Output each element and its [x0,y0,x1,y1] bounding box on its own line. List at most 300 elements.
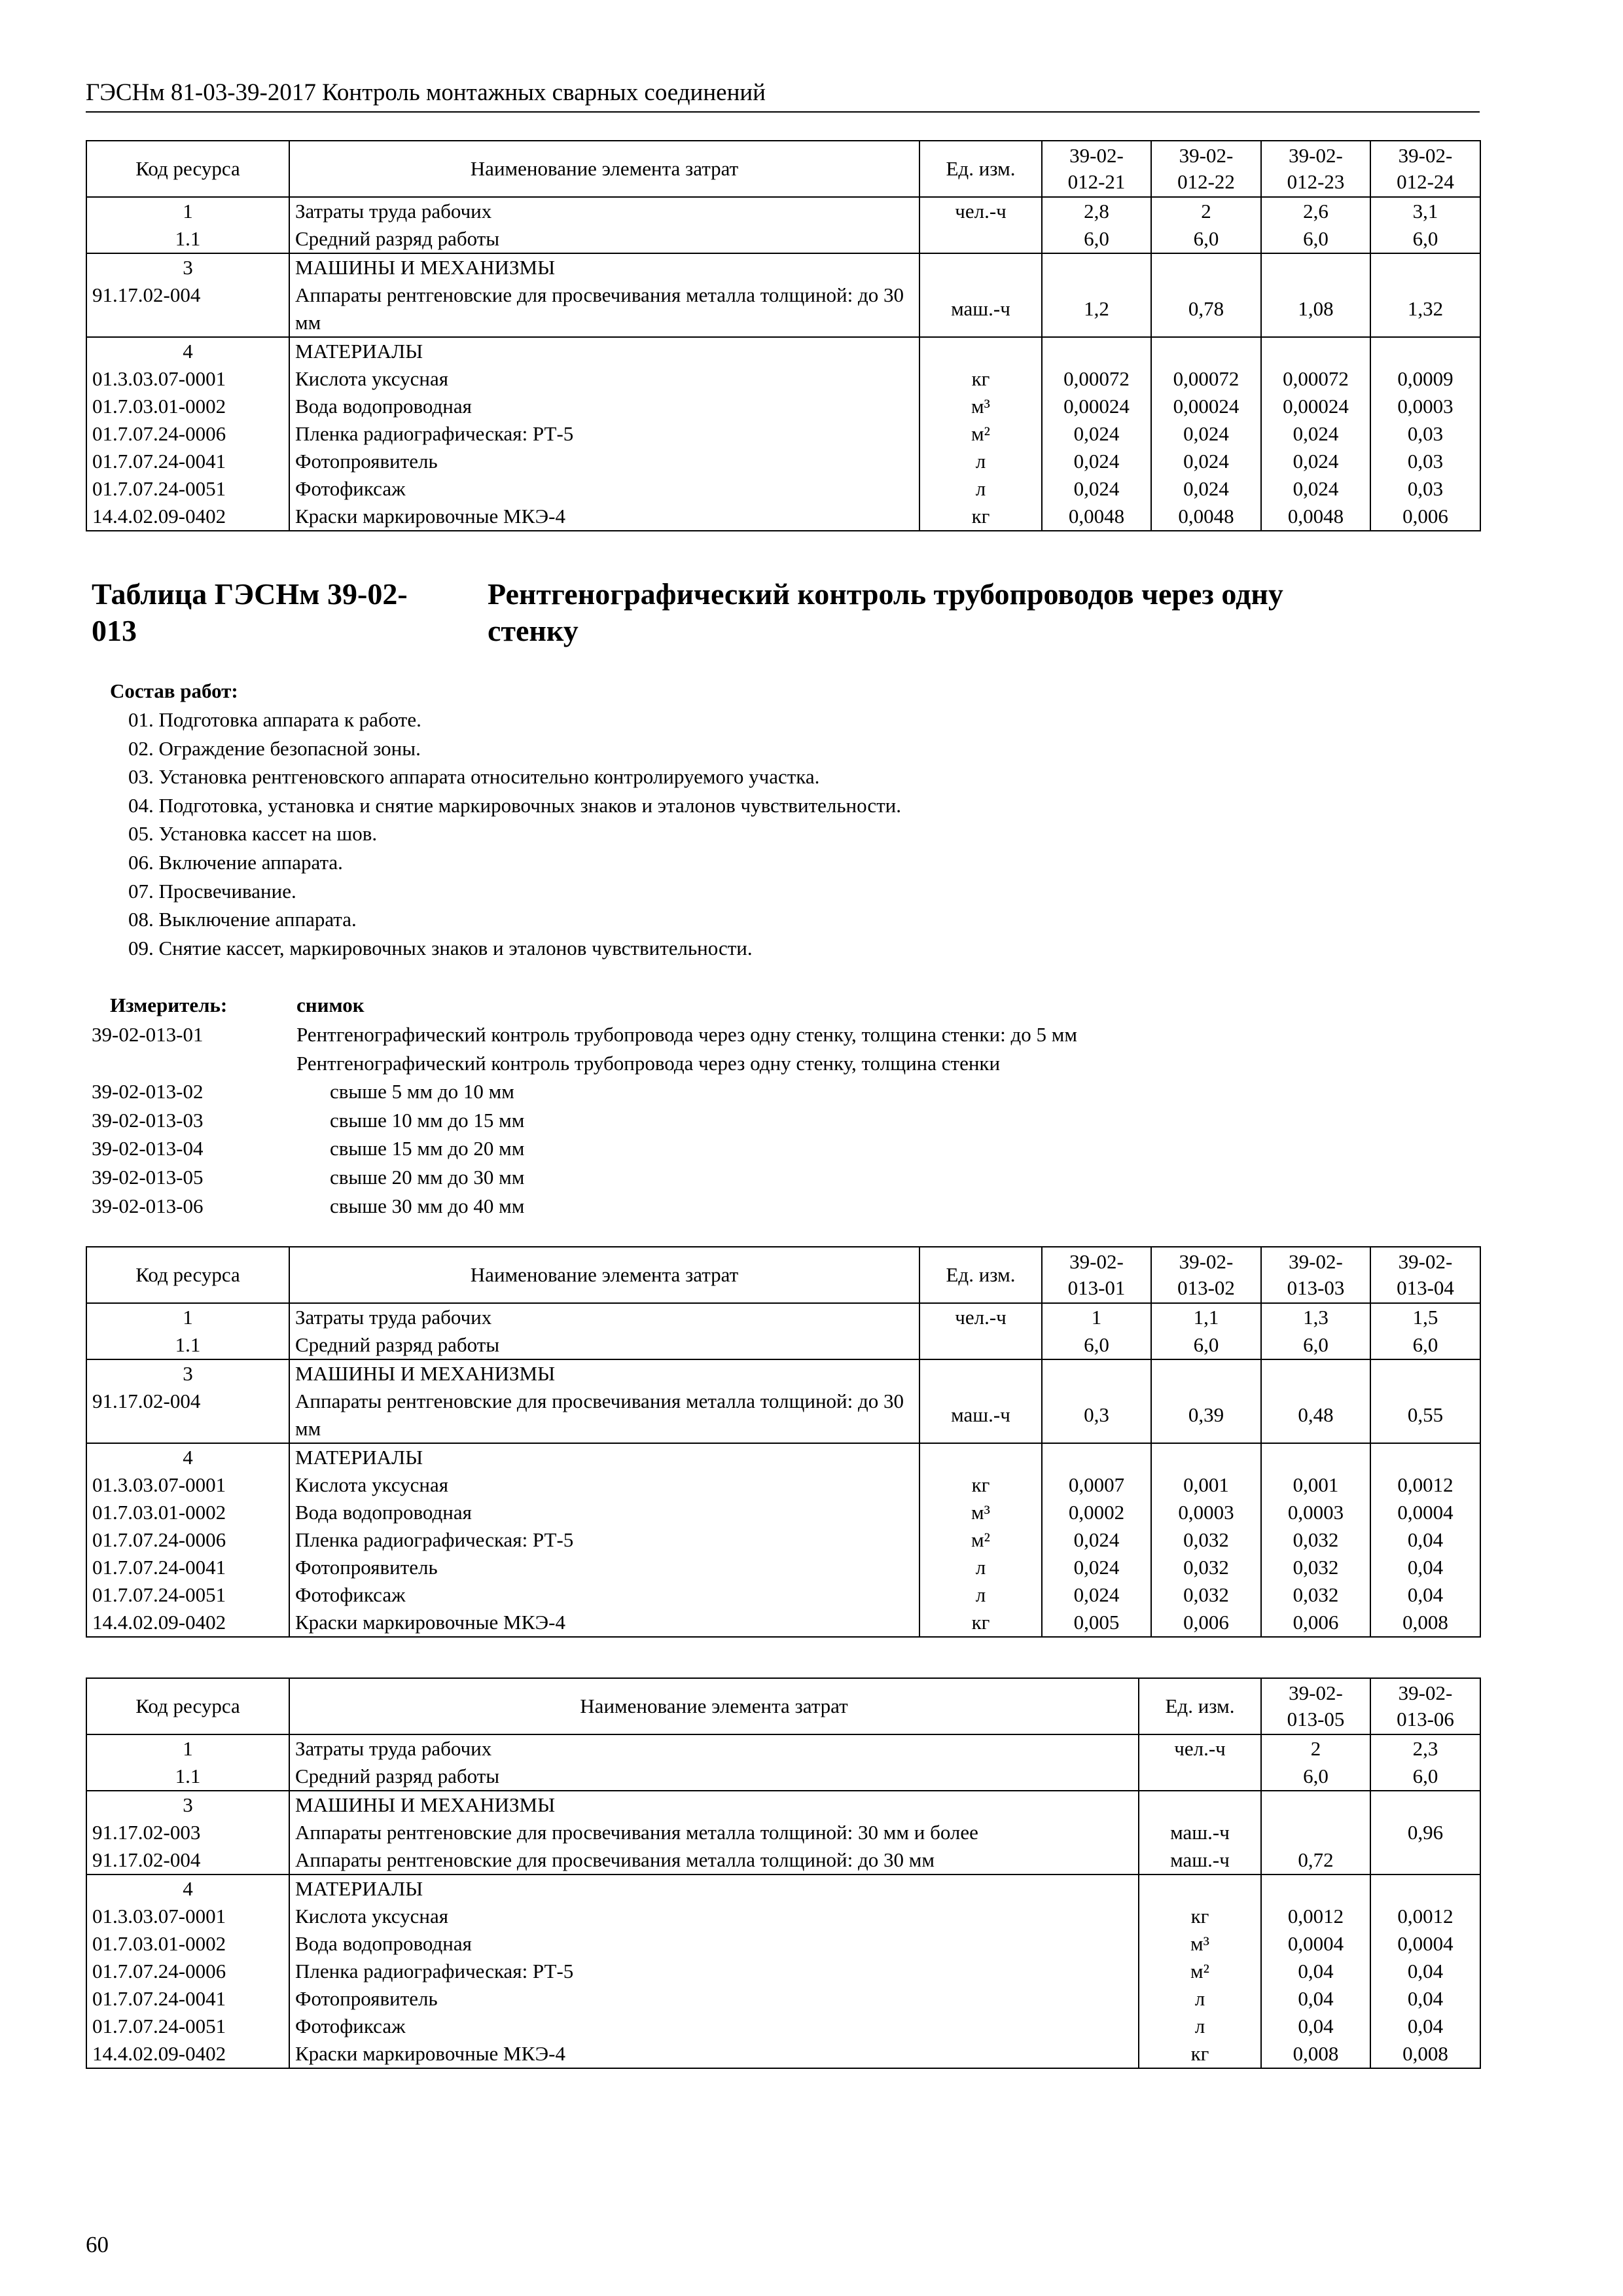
resource-name: Затраты труда рабочих [289,197,919,225]
table-header-row [86,1247,1480,1303]
resource-value: 0,0003 [1151,1499,1261,1526]
resource-value: 6,0 [1261,225,1370,253]
resource-code: 01.3.03.07-0001 [86,1471,289,1499]
resource-unit: м² [1139,1958,1261,1985]
resource-code: 91.17.02-003 [86,1819,289,1846]
resource-code: 1 [86,197,289,225]
resource-code: 3 [86,1791,289,1819]
table-row [86,1499,1480,1526]
resource-value: 0,032 [1151,1526,1261,1554]
resource-name: Аппараты рентгеновские для просвечивания металла толщиной: до 30 мм [289,281,919,337]
resource-value [1261,337,1370,365]
table-row [86,393,1480,420]
resource-name: Вода водопроводная [289,1499,919,1526]
resource-value: 0,008 [1370,2040,1480,2068]
meter-code: 39-02-013-06 [92,1194,204,1217]
resource-value: 0,024 [1042,448,1151,475]
resource-value: 0,55 [1370,1388,1480,1443]
table-row [86,1791,1480,1819]
resource-value: 6,0 [1151,1331,1261,1359]
resource-value: 0,96 [1370,1819,1480,1846]
resource-name: Фотопроявитель [289,448,919,475]
resource-code: 1.1 [86,1331,289,1359]
resource-name: Аппараты рентгеновские для просвечивания металла толщиной: до 30 мм [289,1846,1139,1874]
resource-value [1370,1359,1480,1388]
resource-value: 0,0048 [1261,503,1370,531]
table-row [86,1331,1480,1359]
table-row [86,225,1480,253]
resource-name: МАШИНЫ И МЕХАНИЗМЫ [289,1359,919,1388]
resource-name: Пленка радиографическая: РТ-5 [289,420,919,448]
resource-code: 01.3.03.07-0001 [86,1903,289,1930]
resource-name: МАШИНЫ И МЕХАНИЗМЫ [289,253,919,281]
resource-value: 0,0004 [1261,1930,1370,1958]
resource-value: 0,008 [1370,1609,1480,1637]
resource-value [1370,1846,1480,1874]
resource-value: 0,024 [1151,448,1261,475]
resource-value: 6,0 [1151,225,1261,253]
resource-unit [919,225,1042,253]
resource-code: 4 [86,337,289,365]
table-row [86,420,1480,448]
resource-code: 01.7.07.24-0041 [86,1554,289,1581]
table-row [86,475,1480,503]
resource-value: 0,024 [1042,1581,1151,1609]
resource-value: 0,04 [1370,1526,1480,1554]
table-row [86,253,1480,281]
resource-value: 2,3 [1370,1734,1480,1763]
resource-value: 6,0 [1042,1331,1151,1359]
meter-text: свыше 20 мм до 30 мм [330,1166,525,1189]
resource-value: 0,0048 [1042,503,1151,531]
resource-value: 0,04 [1261,2013,1370,2040]
resource-code: 01.7.07.24-0006 [86,420,289,448]
resource-name: Аппараты рентгеновские для просвечивания металла толщиной: до 30 мм [289,1388,919,1443]
meter-text: Рентгенографический контроль трубопровода через одну стенку, толщина стенки: до 5 мм [296,1023,1077,1046]
resource-code: 3 [86,253,289,281]
resource-name: Фотопроявитель [289,1985,1139,2013]
resource-name: Пленка радиографическая: РТ-5 [289,1526,919,1554]
resource-table-012 [86,140,1481,531]
resource-value: 0,006 [1151,1609,1261,1637]
resource-code: 4 [86,1443,289,1471]
resource-name: МАТЕРИАЛЫ [289,1874,1139,1903]
resource-code: 01.3.03.07-0001 [86,365,289,393]
resource-value: 0,0004 [1370,1499,1480,1526]
resource-code: 1.1 [86,1763,289,1791]
resource-code: 01.7.07.24-0041 [86,448,289,475]
resource-value: 0,032 [1151,1554,1261,1581]
resource-name: Кислота уксусная [289,1471,919,1499]
table-row [86,1819,1480,1846]
work-heading: Состав работ: [110,679,238,702]
work-item: 04. Подготовка, установка и снятие маркировочных знаков и эталонов чувствительности. [128,793,902,817]
resource-unit: кг [919,1471,1042,1499]
resource-value: 1,32 [1370,281,1480,337]
work-item: 03. Установка рентгеновского аппарата относительно контролируемого участка. [128,765,820,789]
table-header-row [86,141,1480,197]
resource-value: 0,024 [1261,475,1370,503]
resource-value: 0,024 [1151,475,1261,503]
work-item: 01. Подготовка аппарата к работе. [128,708,421,731]
resource-code: 01.7.07.24-0051 [86,2013,289,2040]
resource-unit: м³ [919,1499,1042,1526]
resource-value: 0,00072 [1261,365,1370,393]
resource-value: 1,3 [1261,1303,1370,1331]
resource-name: Кислота уксусная [289,365,919,393]
resource-code: 14.4.02.09-0402 [86,2040,289,2068]
resource-name: Вода водопроводная [289,1930,1139,1958]
work-item: 05. Установка кассет на шов. [128,822,378,846]
resource-value: 3,1 [1370,197,1480,225]
resource-code: 91.17.02-004 [86,281,289,337]
resource-unit: л [919,475,1042,503]
resource-unit: чел.-ч [1139,1734,1261,1763]
resource-value: 0,48 [1261,1388,1370,1443]
resource-value [1042,337,1151,365]
resource-value [1370,337,1480,365]
table-row [86,448,1480,475]
col-unit-header: Ед. изм. [919,1247,1042,1303]
resource-unit: л [1139,1985,1261,2013]
resource-value [1261,1791,1370,1819]
work-item: 02. Ограждение безопасной зоны. [128,736,421,760]
resource-value: 0,006 [1370,503,1480,531]
resource-value: 0,024 [1042,475,1151,503]
resource-value: 0,032 [1261,1554,1370,1581]
resource-name: Вода водопроводная [289,393,919,420]
table-row [86,281,1480,337]
resource-value: 2,8 [1042,197,1151,225]
resource-unit [919,1359,1042,1388]
resource-value [1370,1874,1480,1903]
resource-value: 0,024 [1261,420,1370,448]
col-value-header: 39-02- 013-06 [1370,1678,1480,1734]
resource-value: 0,04 [1261,1958,1370,1985]
resource-name: Фотофиксаж [289,2013,1139,2040]
resource-value [1261,1359,1370,1388]
work-item: 06. Включение аппарата. [128,851,343,874]
resource-unit [919,1443,1042,1471]
resource-unit [919,337,1042,365]
resource-value: 2 [1151,197,1261,225]
table-row [86,1958,1480,1985]
resource-value: 0,024 [1042,1554,1151,1581]
resource-unit: кг [919,365,1042,393]
resource-value [1261,1874,1370,1903]
resource-value: 0,032 [1261,1581,1370,1609]
resource-value: 2 [1261,1734,1370,1763]
table-row [86,1581,1480,1609]
resource-value [1261,1443,1370,1471]
resource-value: 0,005 [1042,1609,1151,1637]
resource-value: 6,0 [1370,1331,1480,1359]
table-label: Таблица ГЭСНм 39-02- 013 [92,577,408,647]
col-code-header: Код ресурса [86,141,289,197]
resource-name: Пленка радиографическая: РТ-5 [289,1958,1139,1985]
table-row [86,2040,1480,2068]
work-item: 07. Просвечивание. [128,879,296,903]
meter-code: 39-02-013-02 [92,1080,204,1103]
resource-value: 1,1 [1151,1303,1261,1331]
resource-name: Затраты труда рабочих [289,1303,919,1331]
resource-value: 0,00024 [1151,393,1261,420]
resource-value: 0,04 [1370,2013,1480,2040]
resource-unit: л [919,1581,1042,1609]
table-row [86,1554,1480,1581]
resource-value [1261,1819,1370,1846]
resource-value: 0,024 [1261,448,1370,475]
resource-value: 2,6 [1261,197,1370,225]
resource-unit: л [919,448,1042,475]
resource-value: 0,024 [1042,1526,1151,1554]
col-unit-header: Ед. изм. [919,141,1042,197]
resource-unit: м² [919,1526,1042,1554]
resource-value: 0,0003 [1370,393,1480,420]
col-value-header: 39-02- 012-22 [1151,141,1261,197]
resource-value [1151,1443,1261,1471]
resource-name: Средний разряд работы [289,225,919,253]
resource-value: 0,0012 [1261,1903,1370,1930]
resource-value: 0,0007 [1042,1471,1151,1499]
col-value-header: 39-02- 013-02 [1151,1247,1261,1303]
resource-unit [1139,1763,1261,1791]
resource-value [1042,253,1151,281]
page-number: 60 [86,2232,109,2257]
resource-value: 0,39 [1151,1388,1261,1443]
resource-name: Фотофиксаж [289,1581,919,1609]
table-row [86,1763,1480,1791]
resource-value [1042,1359,1151,1388]
col-value-header: 39-02- 012-21 [1042,141,1151,197]
table-row [86,1846,1480,1874]
resource-value: 0,001 [1151,1471,1261,1499]
meter-text: свыше 15 мм до 20 мм [330,1137,525,1160]
resource-value: 0,00024 [1261,393,1370,420]
resource-unit: л [919,1554,1042,1581]
table-row [86,1388,1480,1443]
resource-value: 0,0009 [1370,365,1480,393]
resource-unit: кг [919,1609,1042,1637]
resource-value: 0,03 [1370,448,1480,475]
table-row [86,1359,1480,1388]
table-row [86,2013,1480,2040]
resource-unit: л [1139,2013,1261,2040]
table-row [86,1443,1480,1471]
resource-name: Затраты труда рабочих [289,1734,1139,1763]
meter-code: 39-02-013-04 [92,1137,204,1160]
resource-code: 1 [86,1734,289,1763]
resource-code: 4 [86,1874,289,1903]
resource-unit: маш.-ч [1139,1819,1261,1846]
resource-unit: м³ [919,393,1042,420]
resource-code: 01.7.03.01-0002 [86,1930,289,1958]
resource-name: Краски маркировочные МКЭ-4 [289,2040,1139,2068]
meter-code: 39-02-013-05 [92,1166,204,1189]
resource-unit: маш.-ч [919,1388,1042,1443]
table-row [86,503,1480,531]
resource-code: 01.7.07.24-0051 [86,1581,289,1609]
resource-value: 0,00024 [1042,393,1151,420]
meter-code: 39-02-013-01 [92,1023,204,1046]
resource-code: 01.7.07.24-0006 [86,1958,289,1985]
work-item: 08. Выключение аппарата. [128,908,357,931]
resource-code: 91.17.02-004 [86,1388,289,1443]
col-value-header: 39-02- 012-24 [1370,141,1480,197]
resource-code: 01.7.03.01-0002 [86,1499,289,1526]
table-row [86,1985,1480,2013]
table-header-row [86,1678,1480,1734]
col-code-header: Код ресурса [86,1247,289,1303]
meter-text: свыше 30 мм до 40 мм [330,1194,525,1217]
resource-value [1042,1443,1151,1471]
resource-value: 6,0 [1042,225,1151,253]
resource-value [1261,253,1370,281]
resource-unit: чел.-ч [919,1303,1042,1331]
resource-value: 1,08 [1261,281,1370,337]
resource-name: Фотопроявитель [289,1554,919,1581]
resource-value: 0,3 [1042,1388,1151,1443]
resource-value: 1,2 [1042,281,1151,337]
col-value-header: 39-02- 013-01 [1042,1247,1151,1303]
table-row [86,1930,1480,1958]
resource-name: Средний разряд работы [289,1763,1139,1791]
col-value-header: 39-02- 013-03 [1261,1247,1370,1303]
resource-value: 0,00072 [1151,365,1261,393]
resource-value: 0,0002 [1042,1499,1151,1526]
table-row [86,365,1480,393]
resource-value: 1 [1042,1303,1151,1331]
resource-unit: маш.-ч [1139,1846,1261,1874]
resource-code: 01.7.03.01-0002 [86,393,289,420]
resource-value [1151,253,1261,281]
running-header: ГЭСНм 81-03-39-2017 Контроль монтажных сварных соединений [86,77,1480,113]
col-value-header: 39-02- 012-23 [1261,141,1370,197]
resource-unit: м² [919,420,1042,448]
resource-value: 0,04 [1370,1581,1480,1609]
resource-value: 0,008 [1261,2040,1370,2068]
table-row [86,1874,1480,1903]
work-item: 09. Снятие кассет, маркировочных знаков и эталонов чувствительности. [128,936,753,960]
resource-value: 6,0 [1370,1763,1480,1791]
resource-value [1370,1443,1480,1471]
table-title: Рентгенографический контроль трубопроводов через одну стенку [488,577,1283,647]
col-unit-header: Ед. изм. [1139,1678,1261,1734]
resource-name: Краски маркировочные МКЭ-4 [289,503,919,531]
resource-code: 14.4.02.09-0402 [86,503,289,531]
resource-value: 1,5 [1370,1303,1480,1331]
resource-value: 0,0003 [1261,1499,1370,1526]
resource-value: 0,04 [1370,1554,1480,1581]
meter-value: снимок [296,994,365,1016]
resource-unit: кг [1139,2040,1261,2068]
resource-unit [919,1331,1042,1359]
col-name-header: Наименование элемента затрат [289,1678,1139,1734]
resource-code: 14.4.02.09-0402 [86,1609,289,1637]
table-row [86,1734,1480,1763]
resource-name: Кислота уксусная [289,1903,1139,1930]
resource-unit: кг [919,503,1042,531]
resource-code: 91.17.02-004 [86,1846,289,1874]
resource-code: 1.1 [86,225,289,253]
resource-value [1370,1791,1480,1819]
resource-name: Краски маркировочные МКЭ-4 [289,1609,919,1637]
meter-text: свыше 5 мм до 10 мм [330,1080,514,1103]
resource-value: 0,00072 [1042,365,1151,393]
resource-value [1370,253,1480,281]
resource-value: 0,024 [1042,420,1151,448]
resource-value: 0,04 [1261,1985,1370,2013]
resource-value: 6,0 [1261,1331,1370,1359]
resource-value [1151,1359,1261,1388]
resource-value: 0,72 [1261,1846,1370,1874]
resource-unit: маш.-ч [919,281,1042,337]
resource-value: 0,03 [1370,475,1480,503]
resource-value: 0,032 [1261,1526,1370,1554]
col-name-header: Наименование элемента затрат [289,1247,919,1303]
table-row [86,1526,1480,1554]
resource-value: 0,0012 [1370,1471,1480,1499]
resource-code: 3 [86,1359,289,1388]
resource-code: 01.7.07.24-0041 [86,1985,289,2013]
resource-value: 0,001 [1261,1471,1370,1499]
table-row [86,1903,1480,1930]
resource-name: Фотофиксаж [289,475,919,503]
resource-value: 0,032 [1151,1581,1261,1609]
resource-value [1151,337,1261,365]
table-row [86,197,1480,225]
meter-label: Измеритель: [110,994,228,1016]
resource-value: 0,0004 [1370,1930,1480,1958]
col-value-header: 39-02- 013-04 [1370,1247,1480,1303]
meter-code: 39-02-013-03 [92,1108,204,1132]
resource-unit [1139,1791,1261,1819]
resource-value: 0,04 [1370,1958,1480,1985]
resource-value: 0,006 [1261,1609,1370,1637]
resource-unit: чел.-ч [919,197,1042,225]
resource-code: 01.7.07.24-0051 [86,475,289,503]
table-row [86,1303,1480,1331]
resource-table-013-b [86,1677,1481,2069]
resource-unit [919,253,1042,281]
resource-name: МАТЕРИАЛЫ [289,337,919,365]
table-row [86,1609,1480,1637]
resource-value: 6,0 [1261,1763,1370,1791]
resource-name: МАТЕРИАЛЫ [289,1443,919,1471]
resource-code: 1 [86,1303,289,1331]
table-row [86,337,1480,365]
resource-value: 0,0012 [1370,1903,1480,1930]
resource-value: 0,78 [1151,281,1261,337]
col-name-header: Наименование элемента затрат [289,141,919,197]
resource-value: 0,0048 [1151,503,1261,531]
resource-table-013-a [86,1246,1481,1638]
resource-name: Аппараты рентгеновские для просвечивания металла толщиной: 30 мм и более [289,1819,1139,1846]
table-row [86,1471,1480,1499]
resource-unit [1139,1874,1261,1903]
meter-text: Рентгенографический контроль трубопровода через одну стенку, толщина стенки [296,1051,1001,1075]
resource-code: 01.7.07.24-0006 [86,1526,289,1554]
resource-value: 0,03 [1370,420,1480,448]
col-code-header: Код ресурса [86,1678,289,1734]
resource-name: Средний разряд работы [289,1331,919,1359]
resource-unit: м³ [1139,1930,1261,1958]
resource-value: 0,04 [1370,1985,1480,2013]
resource-name: МАШИНЫ И МЕХАНИЗМЫ [289,1791,1139,1819]
resource-value: 0,024 [1151,420,1261,448]
resource-value: 6,0 [1370,225,1480,253]
meter-text: свыше 10 мм до 15 мм [330,1108,525,1132]
